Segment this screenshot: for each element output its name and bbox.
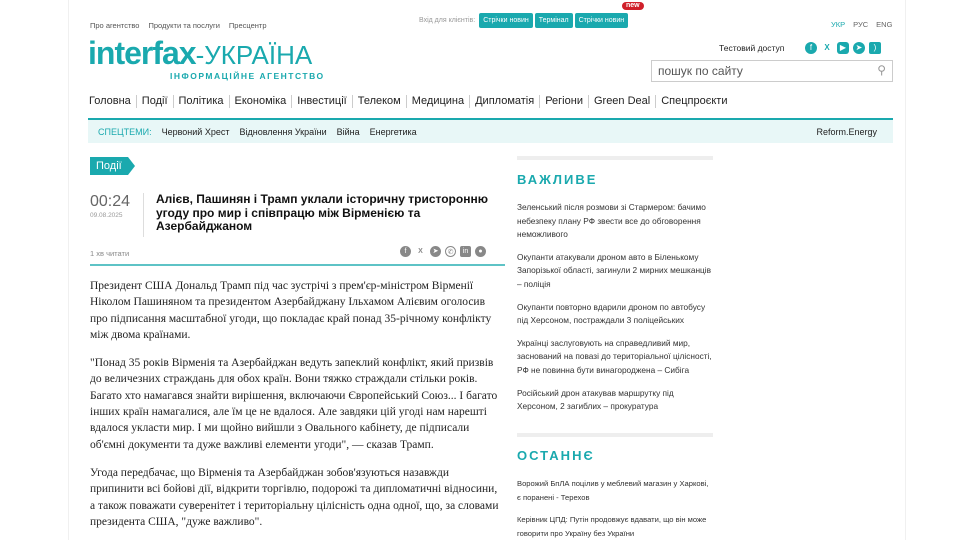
telegram-icon[interactable]: ➤: [430, 246, 441, 257]
reddit-icon[interactable]: ●: [475, 246, 486, 257]
telegram-icon[interactable]: ➤: [853, 42, 865, 54]
link-press[interactable]: Пресцентр: [228, 21, 267, 30]
news-link[interactable]: Українці заслуговують на справедливий мир, заснований на повазі до територіальної цілісності, РФ не повинна бути винагороджена – Сибіга: [517, 337, 712, 375]
search-placeholder: пошук по сайту: [658, 64, 743, 78]
lang-eng[interactable]: ENG: [876, 20, 893, 29]
rss-icon[interactable]: ): [869, 42, 881, 54]
new-badge: new: [622, 2, 644, 10]
important-news: [517, 156, 713, 423]
nav-item[interactable]: Економіка: [230, 95, 293, 108]
category-badge[interactable]: Події: [90, 157, 128, 175]
latest-title: ОСТАННЄ: [517, 448, 595, 463]
nav-item[interactable]: Регіони: [540, 95, 589, 108]
news-link[interactable]: Окупанти повторно вдарили дроном по автобусу під Херсоном, постраждали 3 поліцейських: [517, 301, 706, 326]
news-link[interactable]: Ворожий БпЛА поцілив у меблевий магазин у Харкові, є поранені - Терехов: [517, 479, 709, 502]
client-button-feeds[interactable]: Стрічки новин: [479, 13, 533, 28]
news-link[interactable]: Керівник ЦПД: Путін продовжує вдавати, що він може говорити про Україну без України: [517, 515, 707, 538]
linkedin-icon[interactable]: in: [460, 246, 471, 257]
lang-rus[interactable]: РУС: [853, 20, 869, 29]
reform-energy-link[interactable]: Reform.Energy: [816, 126, 877, 137]
nav-item[interactable]: Спецпроєкти: [661, 95, 728, 107]
facebook-icon[interactable]: f: [805, 42, 817, 54]
article-time: 00:24: [90, 193, 131, 210]
nav-item[interactable]: Green Deal: [589, 95, 656, 108]
important-title: ВАЖЛИВЕ: [517, 172, 598, 187]
search-icon[interactable]: ⚲: [877, 63, 886, 77]
share-buttons: [400, 246, 486, 257]
article-body: [90, 278, 505, 542]
news-link[interactable]: Окупанти атакували дроном авто в Біленькому Запорізької області, загинули 2 мирних мешканців – поліція: [517, 251, 712, 289]
whatsapp-icon[interactable]: ✆: [445, 246, 456, 257]
logo[interactable]: [88, 35, 313, 71]
divider: [517, 156, 713, 160]
link-about[interactable]: Про агентство: [90, 21, 140, 30]
lang-ukr[interactable]: УКР: [831, 20, 846, 29]
nav-item[interactable]: Телеком: [353, 95, 407, 108]
link-products[interactable]: Продукти та послуги: [148, 21, 220, 30]
news-link[interactable]: Російський дрон атакував маршрутку під Херсоном, 2 загиблих – прокуратура: [517, 387, 674, 412]
client-button-feeds-new[interactable]: Стрічки новин: [575, 13, 629, 28]
special-topics-bar: [88, 118, 893, 143]
article-title: Алієв, Пашинян і Трамп уклали історичну тристоронню угоду про мир і співпрацю між Вірменією та Азербайджаном: [156, 192, 488, 233]
nav-item[interactable]: Події: [137, 95, 174, 108]
spec-item[interactable]: Війна: [336, 126, 360, 137]
article-paragraph: Президент США Дональд Трамп під час зустрічі з прем'єр-міністром Вірменії Ніколом Пашиняном та президентом Азербайджану Ільхамом Алієвим оголосив про підписання масштабної угоди, що покладає край понад 35-річному конфлікту між двома країнами.: [90, 280, 492, 341]
youtube-icon[interactable]: ▶: [837, 42, 849, 54]
top-links: [90, 15, 276, 33]
nav-item[interactable]: Інвестиції: [292, 95, 352, 108]
read-time: 1 хв читати: [90, 249, 130, 258]
logo-suffix: -УКРАЇНА: [195, 40, 313, 70]
social-links: [805, 42, 881, 54]
article-date: 09.08.2025: [90, 212, 123, 219]
news-link[interactable]: Зеленський після розмови зі Стармером: бачимо небезпеку плану РФ звести все до обговорення неможливого: [517, 202, 706, 240]
search-input[interactable]: [651, 60, 893, 82]
latest-news: [517, 433, 713, 549]
article-paragraph: "Понад 35 років Вірменія та Азербайджан ведуть запеклий конфлікт, який призвів до величезних страждань для обох країн. Вони тяжко страждали стільки років. Багато хто намагався знайти вирішення, включаючи Європейський Союз... І багато інших країн намагалися, але їм це не вдалося. Але завдяки цій угоді нам нарешті вдалося укласти мир. І ми щойно вийшли з Овального кабінету, де підписали об'ємні документи та дуже важливі елементи угоди", — сказав Трамп.: [90, 357, 498, 451]
test-access-link[interactable]: Тестовий доступ: [719, 43, 785, 53]
x-icon[interactable]: X: [418, 248, 423, 255]
logo-brand: interfax: [88, 35, 196, 71]
x-icon[interactable]: X: [824, 43, 830, 52]
logo-tagline: ІНФОРМАЦІЙНЕ АГЕНТСТВО: [170, 71, 325, 81]
facebook-icon[interactable]: f: [400, 246, 411, 257]
client-button-terminal[interactable]: Термінал: [535, 13, 573, 28]
spec-item[interactable]: Енергетика: [369, 126, 417, 137]
nav-item[interactable]: Дипломатія: [470, 95, 540, 108]
main-nav: [89, 95, 732, 108]
client-label: Вхід для клієнтів:: [419, 17, 476, 24]
nav-item[interactable]: Політика: [174, 95, 230, 108]
nav-item[interactable]: Головна: [89, 95, 137, 108]
nav-item[interactable]: Медицина: [407, 95, 470, 108]
spec-item[interactable]: Червоний Хрест: [161, 126, 230, 137]
divider: [90, 264, 505, 266]
divider: [143, 193, 144, 237]
language-switcher: [823, 14, 892, 32]
spec-label: СПЕЦТЕМИ:: [98, 126, 152, 137]
spec-item[interactable]: Відновлення України: [239, 126, 327, 137]
client-login: [419, 13, 628, 28]
divider: [517, 433, 713, 437]
article-paragraph: Угода передбачає, що Вірменія та Азербайджан зобов'язуються назавжди припинити всі бойові дії, відкрити торгівлю, подорожі та дипломатичні відносини, а також поважати суверенітет і територіальну цілісність одна одної, що, за словами президента США, "дуже важливо".: [90, 466, 499, 528]
